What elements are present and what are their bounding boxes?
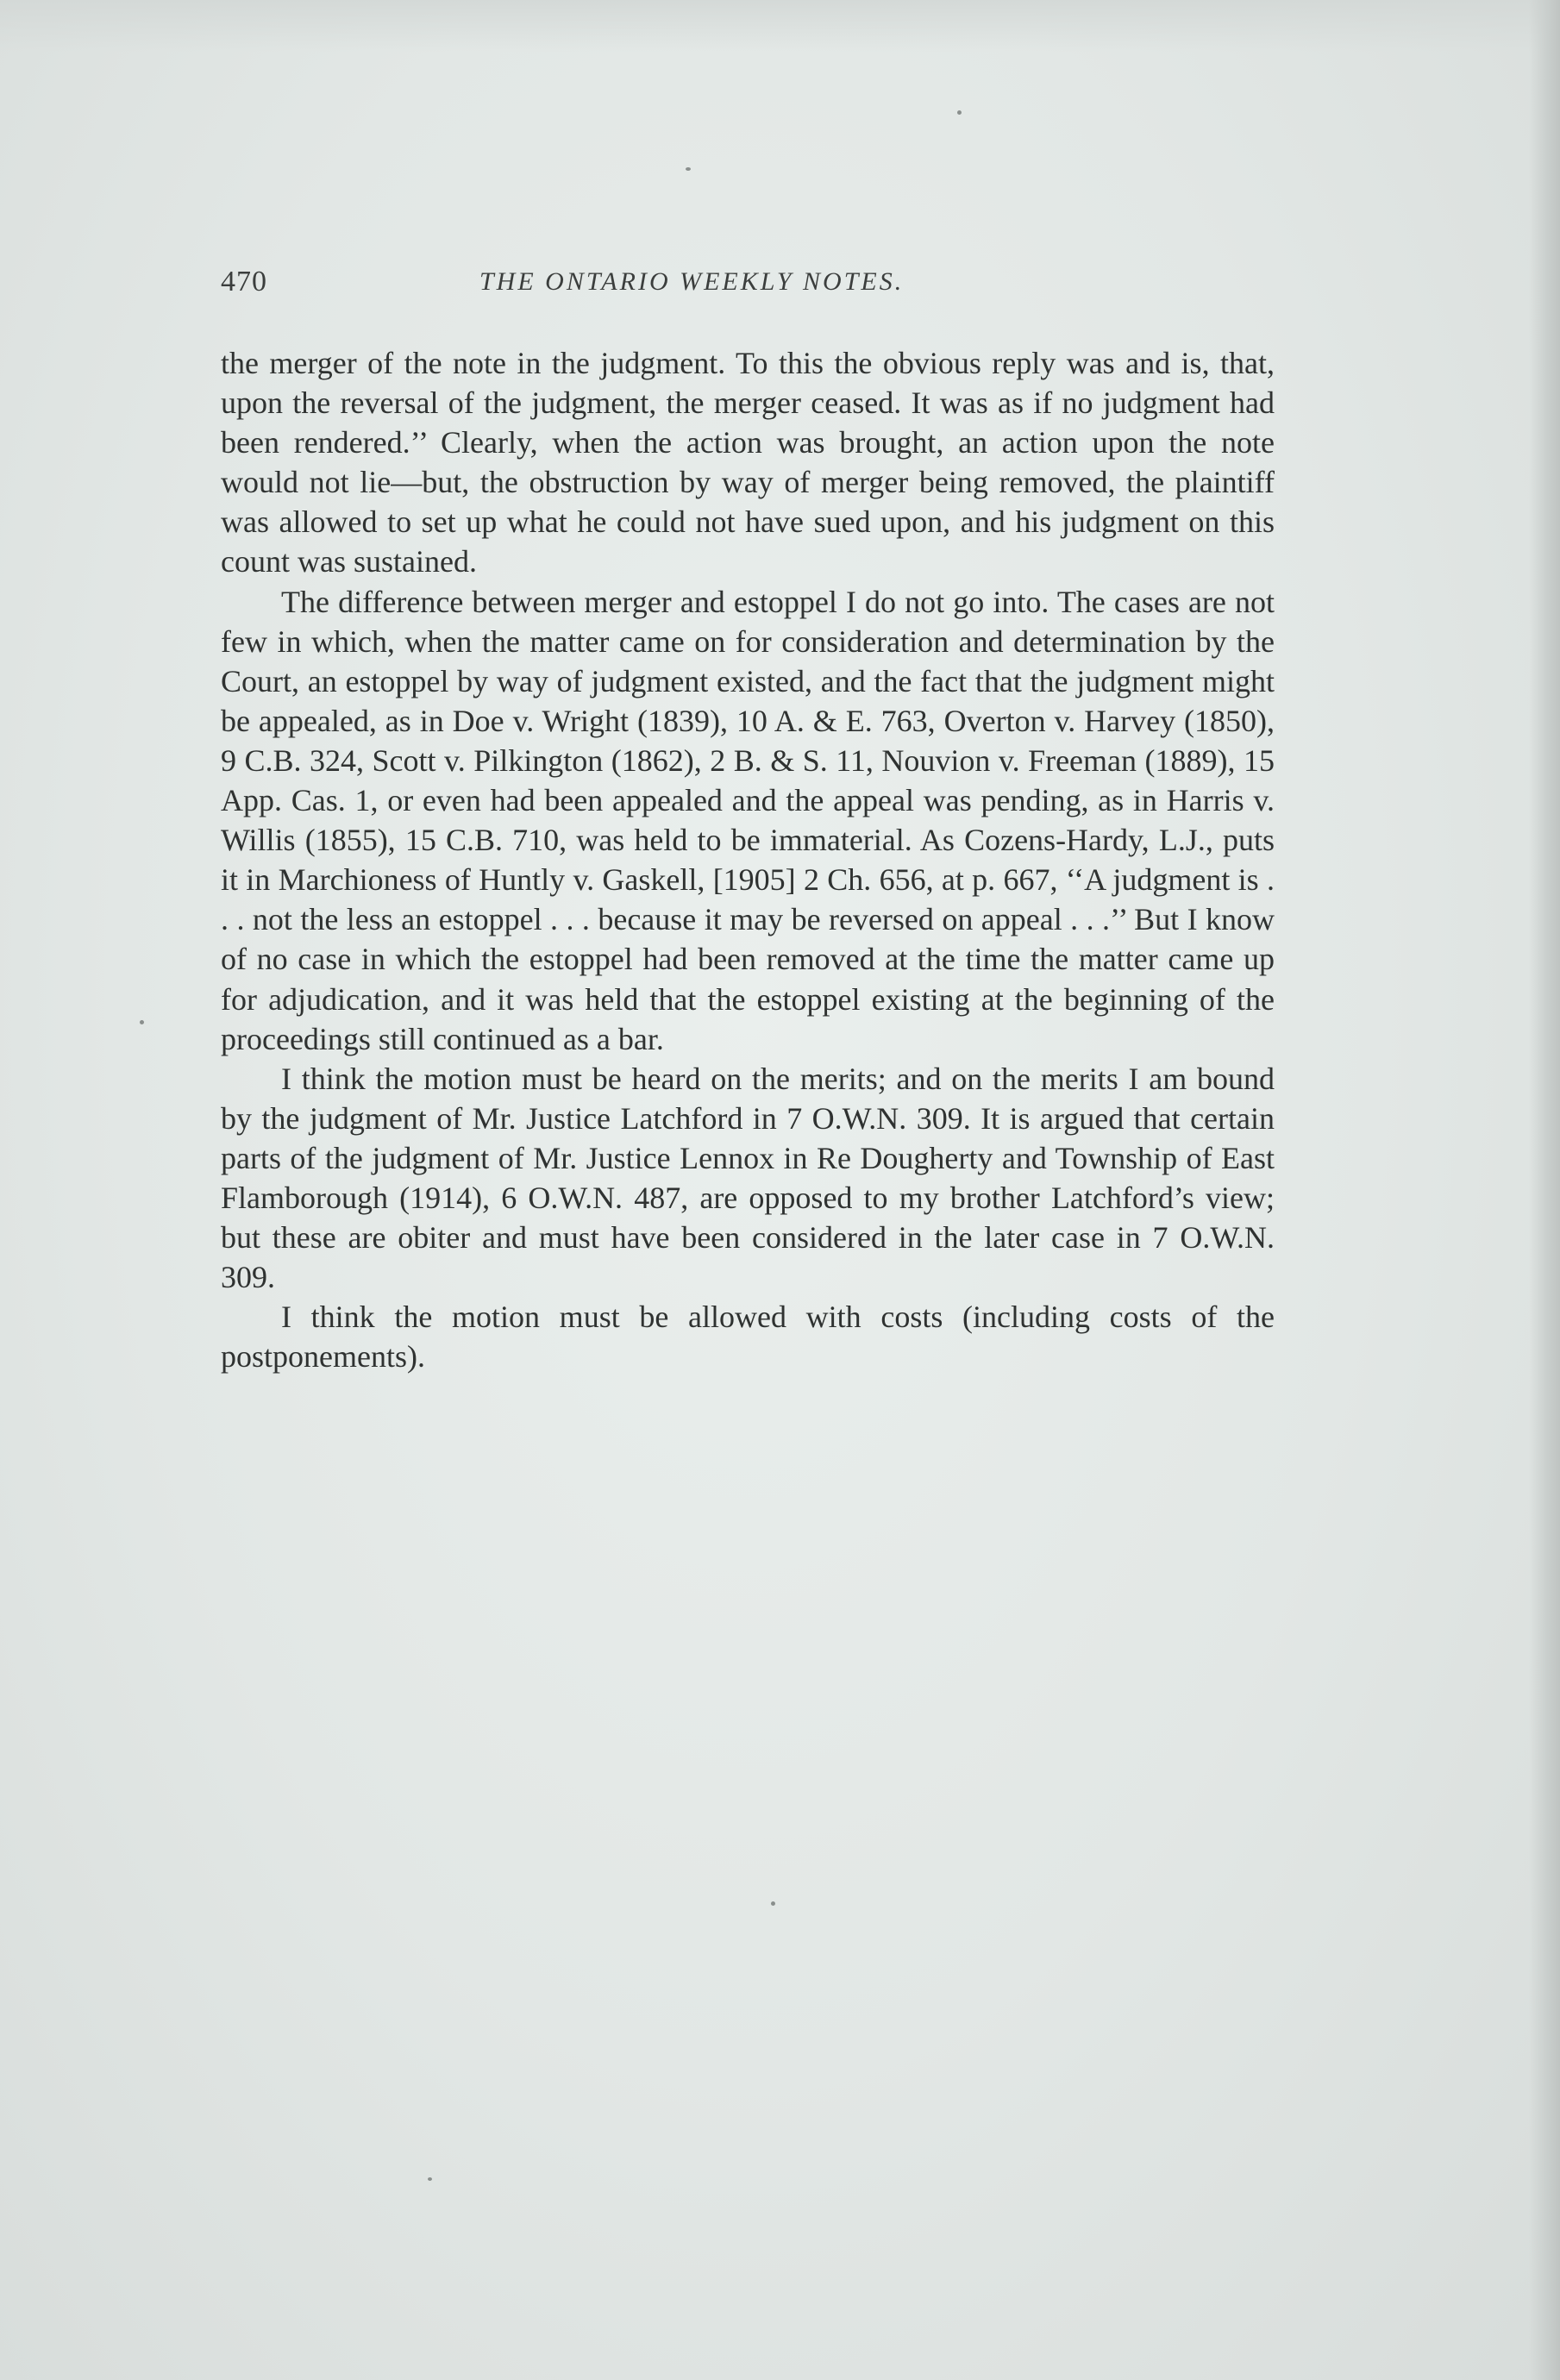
paper-speck — [957, 110, 962, 115]
paragraph: The difference between merger and estoppel I do not go into. The cases are not few in which, when the matter came on for consideration and determination by the Court, an estoppel by way of judgment existed, and the fact that the judgment might be appealed, as in Doe v. Wright (1839), 10 A. & E. 763, Overton v. Harvey (1850), 9 C.B. 324, Scott v. Pilkington (1862), 2 B. & S. 11, Nouvion v. Freeman (1889), 15 App. Cas. 1, or even had been appealed and the appeal was pending, as in Harris v. Willis (1855), 15 C.B. 710, was held to be immaterial. As Cozens-Hardy, L.J., puts it in Marchioness of Huntly v. Gaskell, [1905] 2 Ch. 656, at p. 667, ‘‘A judgment is . . . not the less an estoppel . . . because it may be reversed on appeal . . .’’ But I know of no case in which the estoppel had been removed at the time the matter came up for adjudication, and it was held that the estoppel existing at the beginning of the proceedings still continued as a bar. — [221, 584, 1275, 1056]
paper-speck — [428, 2177, 432, 2181]
page-top-shading — [0, 0, 1560, 52]
page-number: 470 — [221, 266, 267, 298]
paragraph: I think the motion must be heard on the merits; and on the merits I am bound by the judgment of Mr. Justice Latchford in 7 O.W.N. 309. It is argued that certain parts of the judgment of Mr. Justice Lennox in Re Dougherty and Township of East Flamborough (1914), 6 O.W.N. 487, are opposed to my brother Latchford’s view; but these are obiter and must have been considered in the later case in 7 O.W.N. 309. — [221, 1061, 1275, 1295]
body-text — [221, 343, 1275, 1376]
page-header — [221, 266, 1273, 307]
paragraph: I think the motion must be allowed with costs (including costs of the postponements). — [221, 1300, 1275, 1375]
paper-speck — [771, 1901, 775, 1906]
paragraph: the merger of the note in the judgment. To this the obvious reply was and is, that, upon the reversal of the judgment, the merger ceased. It was as if no judgment had been rendered.’’ Clearly, when the action was brought, an action upon the note would not lie—but, the obstruction by way of merger being removed, the plaintiff was allowed to set up what he could not have sued upon, and his judgment on this count was sustained. — [221, 346, 1275, 579]
paper-speck — [686, 167, 691, 171]
page-right-edge — [1529, 0, 1560, 2380]
paper-speck — [140, 1020, 144, 1024]
running-title: THE ONTARIO WEEKLY NOTES. — [479, 267, 905, 296]
